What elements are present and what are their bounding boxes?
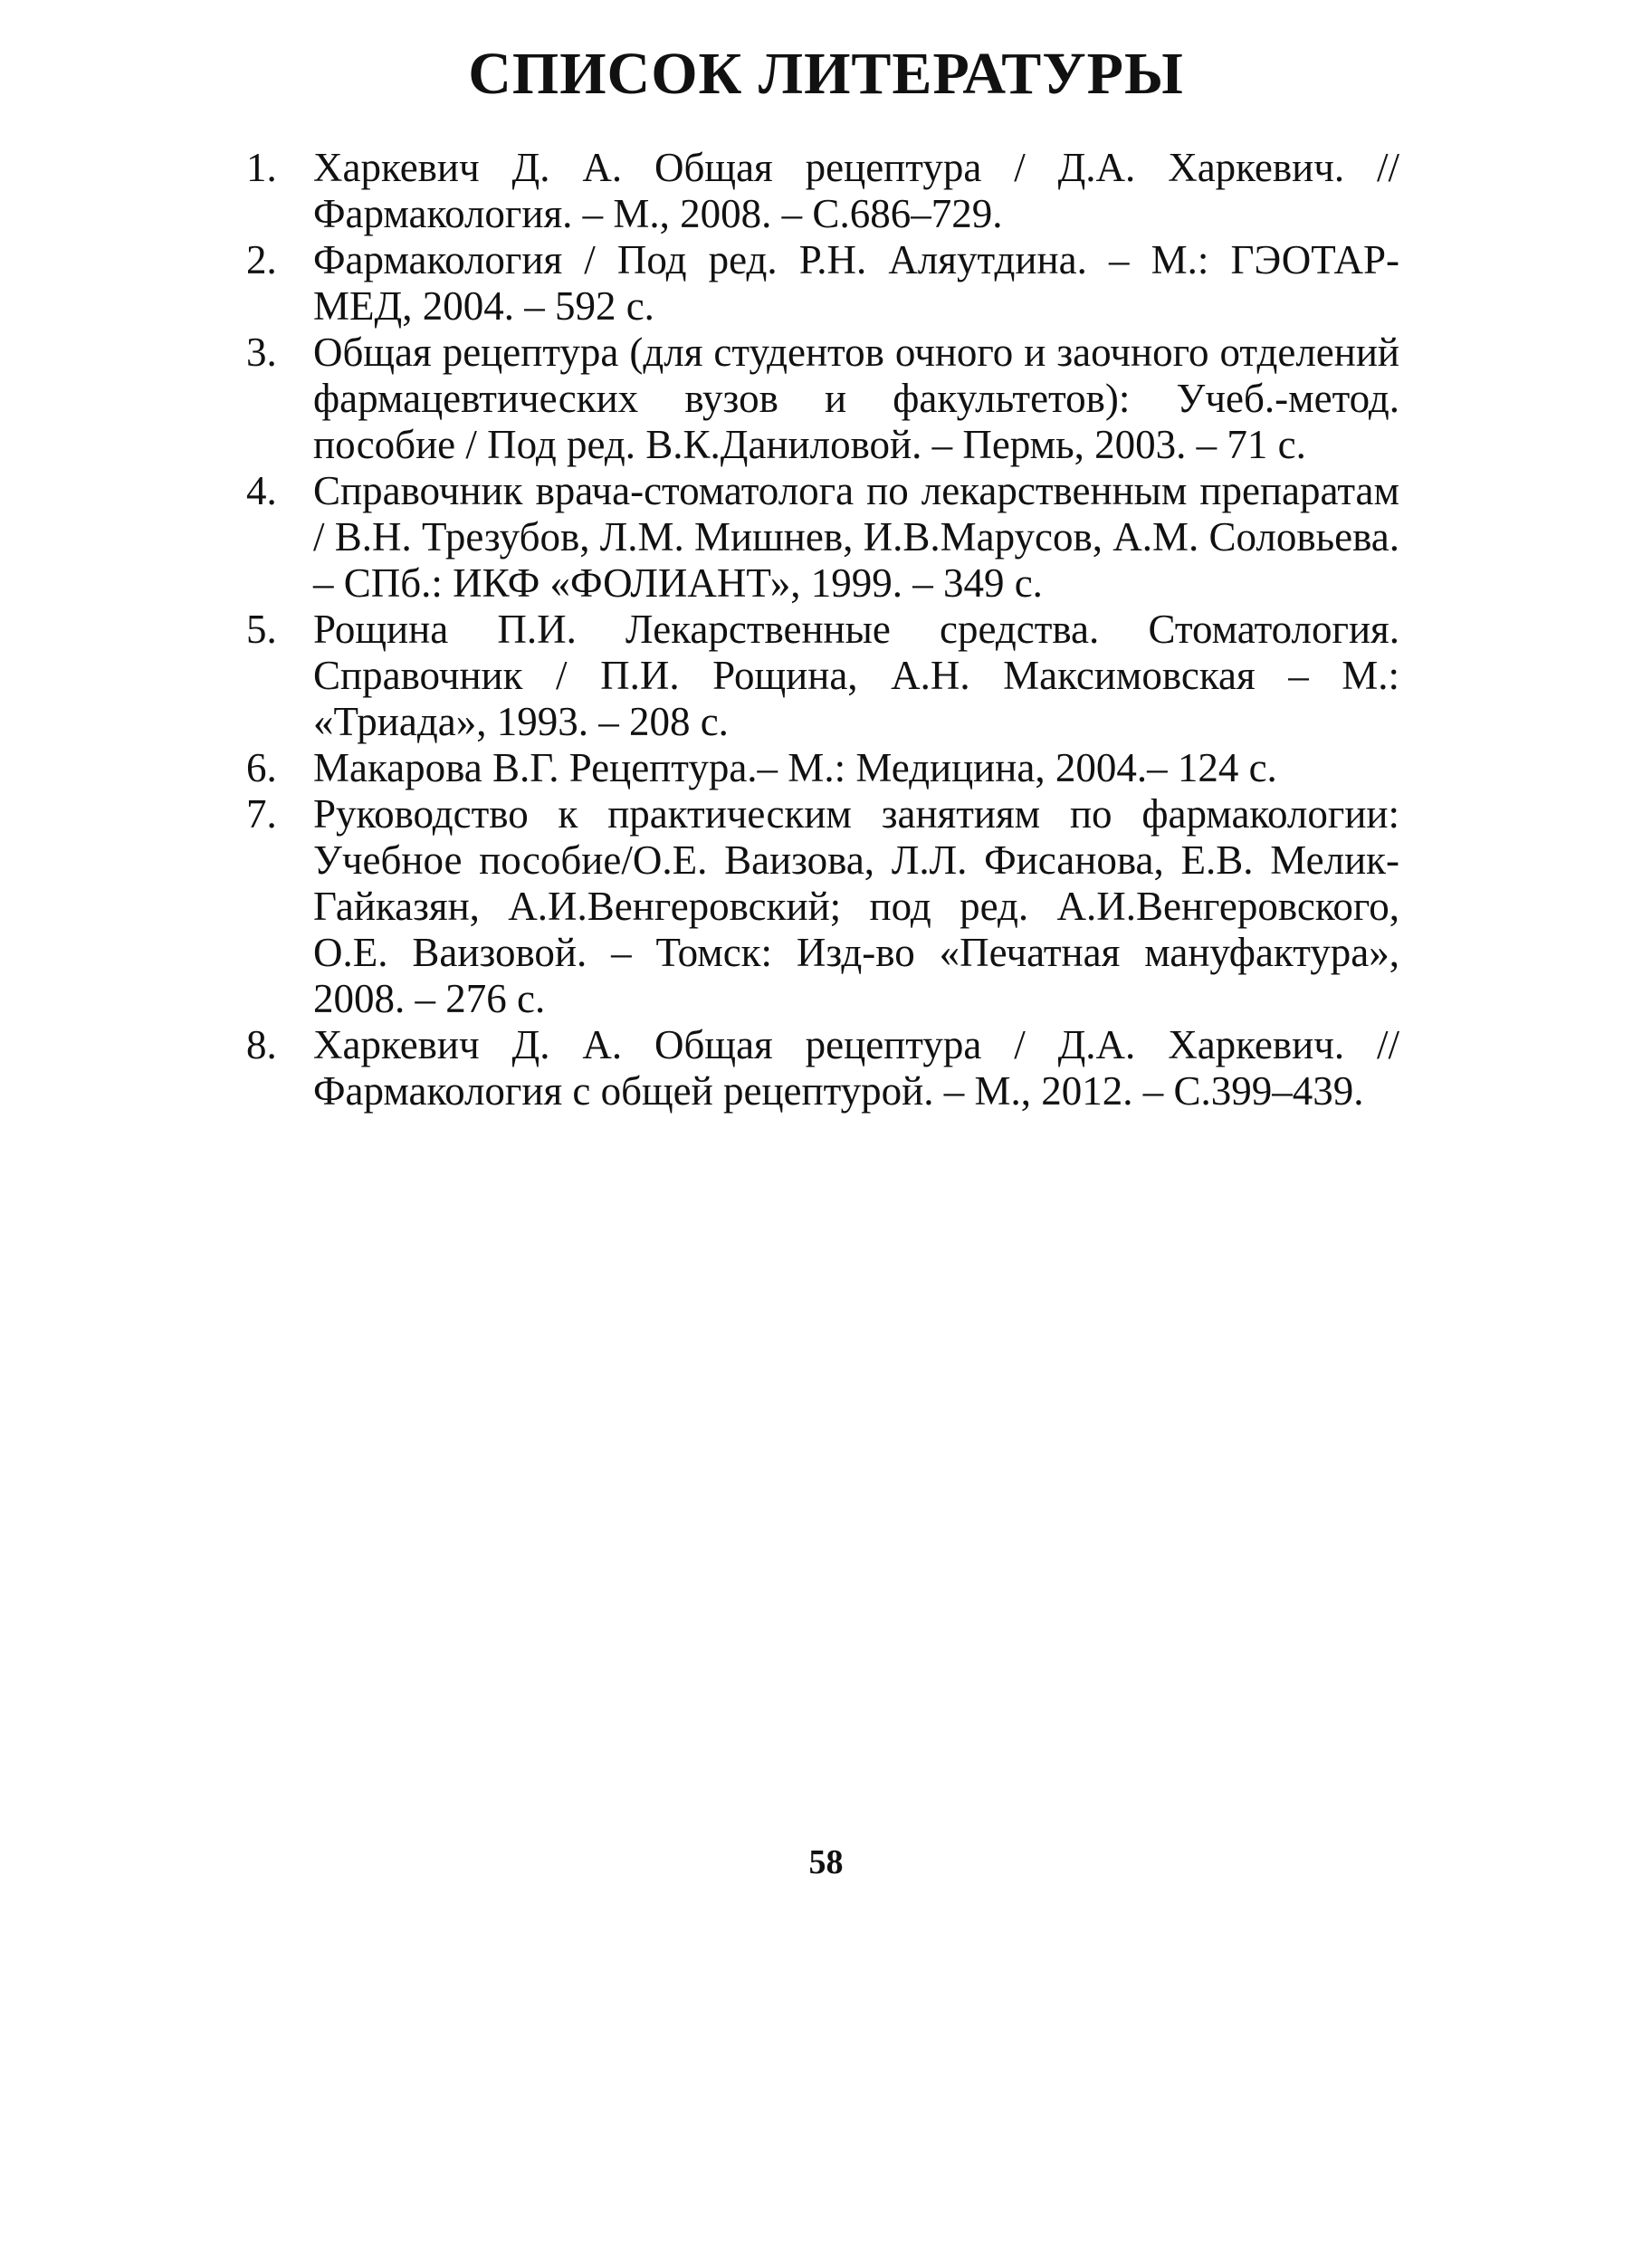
reference-text: Макарова В.Г. Рецептура.– М.: Медицина, 2004.– 124 с. [313,745,1277,790]
reference-item-2 [214,237,1399,330]
reference-text: Справочник врача-стоматолога по лекарственным препаратам / В.Н. Трезубов, Л.М. Мишнев, И.В.Марусов, А.М. Соловьева. – СПб.: ИКФ «ФОЛИАНТ», 1999. – 349 с. [313,468,1399,606]
reference-text: Рощина П.И. Лекарственные средства. Стоматология. Справочник / П.И. Рощина, А.Н. Максимовская – М.: «Триада», 1993. – 208 с. [313,607,1399,744]
reference-text: Руководство к практическим занятиям по фармакологии: Учебное пособие/О.Е. Ваизова, Л.Л. Фисанова, Е.В. Мелик-Гайказян, А.И.Венгеровский; под ред. А.И.Венгеровского, О.Е. Ваизовой. – Томск: Изд-во «Печатная мануфактура», 2008. – 276 с. [313,791,1399,1021]
reference-item-7 [214,791,1399,1022]
reference-number: 8. [246,1022,277,1067]
reference-item-4 [214,468,1399,607]
reference-text: Харкевич Д. А. Общая рецептура / Д.А. Харкевич. // Фармакология. – М., 2008. – С.686–729. [313,145,1399,236]
reference-number: 1. [246,145,277,190]
reference-number: 7. [246,791,277,837]
reference-text: Фармакология / Под ред. Р.Н. Аляутдина. – М.: ГЭОТАР-МЕД, 2004. – 592 с. [313,237,1399,329]
page-title: СПИСОК ЛИТЕРАТУРЫ [468,41,1184,107]
reference-item-1 [214,145,1399,237]
reference-number: 4. [246,468,277,513]
reference-number: 3. [246,330,277,375]
reference-item-3 [214,330,1399,468]
reference-number: 5. [246,607,277,652]
reference-text: Общая рецептура (для студентов очного и заочного отделений фармацевтических вузов и факультетов): Учеб.-метод. пособие / Под ред. В.К.Даниловой. – Пермь, 2003. – 71 с. [313,330,1399,467]
reference-item-6 [214,745,1399,791]
reference-item-8 [214,1022,1399,1114]
reference-list [214,145,1399,1114]
reference-item-5 [214,607,1399,745]
reference-number: 2. [246,237,277,282]
page-number: 58 [808,1843,844,1881]
reference-number: 6. [246,745,277,790]
reference-text: Харкевич Д. А. Общая рецептура / Д.А. Харкевич. // Фармакология с общей рецептурой. – М., 2012. – С.399–439. [313,1022,1399,1114]
